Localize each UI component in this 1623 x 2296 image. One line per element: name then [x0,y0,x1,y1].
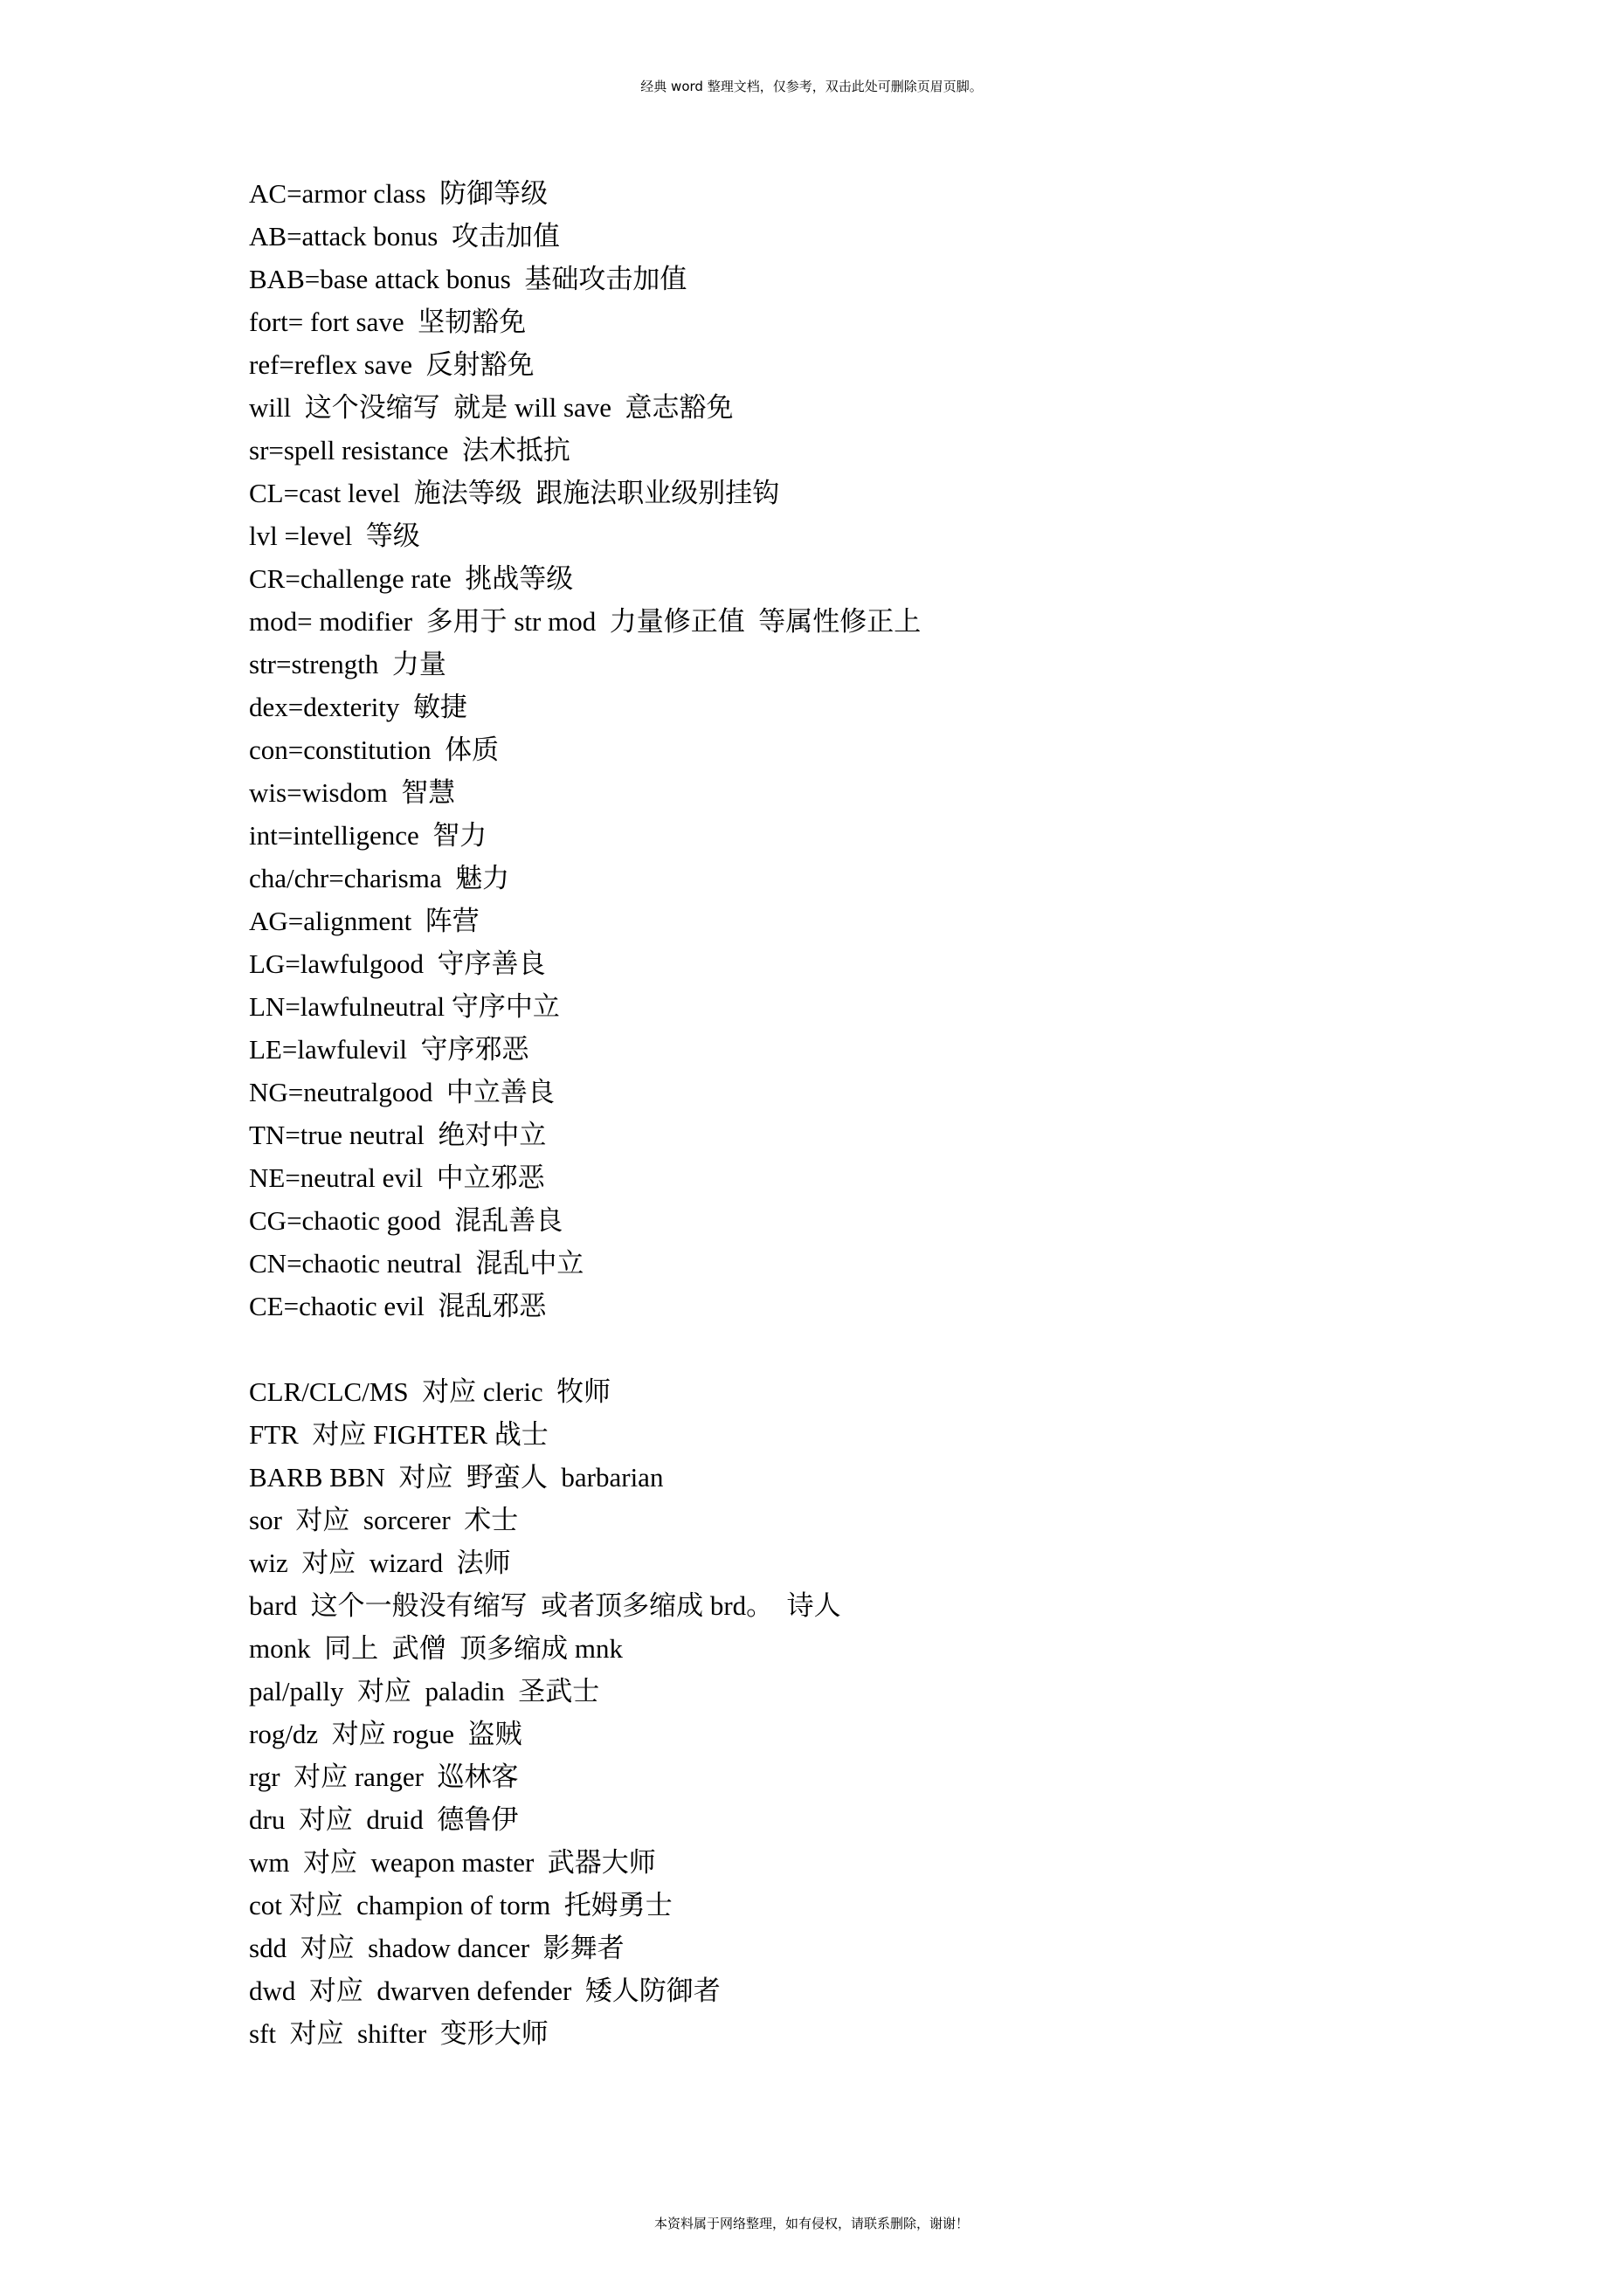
list-item: TN=true neutral 绝对中立 [249,1120,547,1150]
list-item: int=intelligence 智力 [249,820,487,851]
list-item: rog/dz 对应 rogue 盗贼 [249,1719,522,1749]
list-item: AB=attack bonus 攻击加值 [249,221,560,252]
list-item: lvl =level 等级 [249,521,420,551]
list-item: NG=neutralgood 中立善良 [249,1077,555,1107]
list-item: dru 对应 druid 德鲁伊 [249,1804,519,1835]
list-item: NE=neutral evil 中立邪恶 [249,1162,545,1193]
list-item: CL=cast level 施法等级 跟施法职业级别挂钩 [249,478,780,508]
list-item: sor 对应 sorcerer 术士 [249,1505,519,1535]
list-item: BAB=base attack bonus 基础攻击加值 [249,264,687,294]
list-item: fort= fort save 坚韧豁免 [249,307,527,337]
list-item: pal/pally 对应 paladin 圣武士 [249,1676,600,1706]
list-item: bard 这个一般没有缩写 或者顶多缩成 brd。 诗人 [249,1590,841,1621]
list-item: cot 对应 champion of torm 托姆勇士 [249,1890,673,1920]
list-item: con=constitution 体质 [249,734,500,765]
list-item: CE=chaotic evil 混乱邪恶 [249,1291,547,1321]
abbreviation-list [249,172,1472,1327]
list-item: sdd 对应 shadow dancer 影舞者 [249,1933,625,1963]
list-item: CG=chaotic good 混乱善良 [249,1205,563,1236]
list-item: AC=armor class 防御等级 [249,178,549,209]
list-item: LE=lawfulevil 守序邪恶 [249,1034,529,1065]
list-item: will 这个没缩写 就是 will save 意志豁免 [249,392,734,423]
list-item: wiz 对应 wizard 法师 [249,1548,511,1578]
list-item: AG=alignment 阵营 [249,906,480,936]
list-item: CLR/CLC/MS 对应 cleric 牧师 [249,1376,611,1407]
list-item: mod= modifier 多用于 str mod 力量修正值 等属性修正上 [249,606,922,637]
list-item: dwd 对应 dwarven defender 矮人防御者 [249,1975,721,2006]
class-list [249,1370,1472,2055]
list-item: dex=dexterity 敏捷 [249,692,467,722]
list-item: LG=lawfulgood 守序善良 [249,948,546,979]
list-item: LN=lawfulneutral 守序中立 [249,991,560,1022]
list-item: CR=challenge rate 挑战等级 [249,563,574,594]
list-item: cha/chr=charisma 魅力 [249,863,510,893]
paragraph-spacer [249,1327,1472,1370]
list-item: CN=chaotic neutral 混乱中立 [249,1248,584,1279]
list-item: ref=reflex save 反射豁免 [249,349,535,380]
page-header: 经典 word 整理文档，仅参考，双击此处可删除页眉页脚。 [640,79,983,94]
document-body [249,172,1472,2055]
list-item: monk 同上 武僧 顶多缩成 mnk [249,1633,623,1664]
list-item: wm 对应 weapon master 武器大师 [249,1847,656,1878]
page-footer: 本资料属于网络整理，如有侵权，请联系删除，谢谢！ [653,2216,969,2231]
list-item: sft 对应 shifter 变形大师 [249,2018,549,2049]
list-item: FTR 对应 FIGHTER 战士 [249,1419,549,1450]
list-item: str=strength 力量 [249,649,446,679]
list-item: sr=spell resistance 法术抵抗 [249,435,570,465]
list-item: wis=wisdom 智慧 [249,777,456,808]
list-item: rgr 对应 ranger 巡林客 [249,1762,519,1792]
list-item: BARB BBN 对应 野蛮人 barbarian [249,1462,664,1493]
